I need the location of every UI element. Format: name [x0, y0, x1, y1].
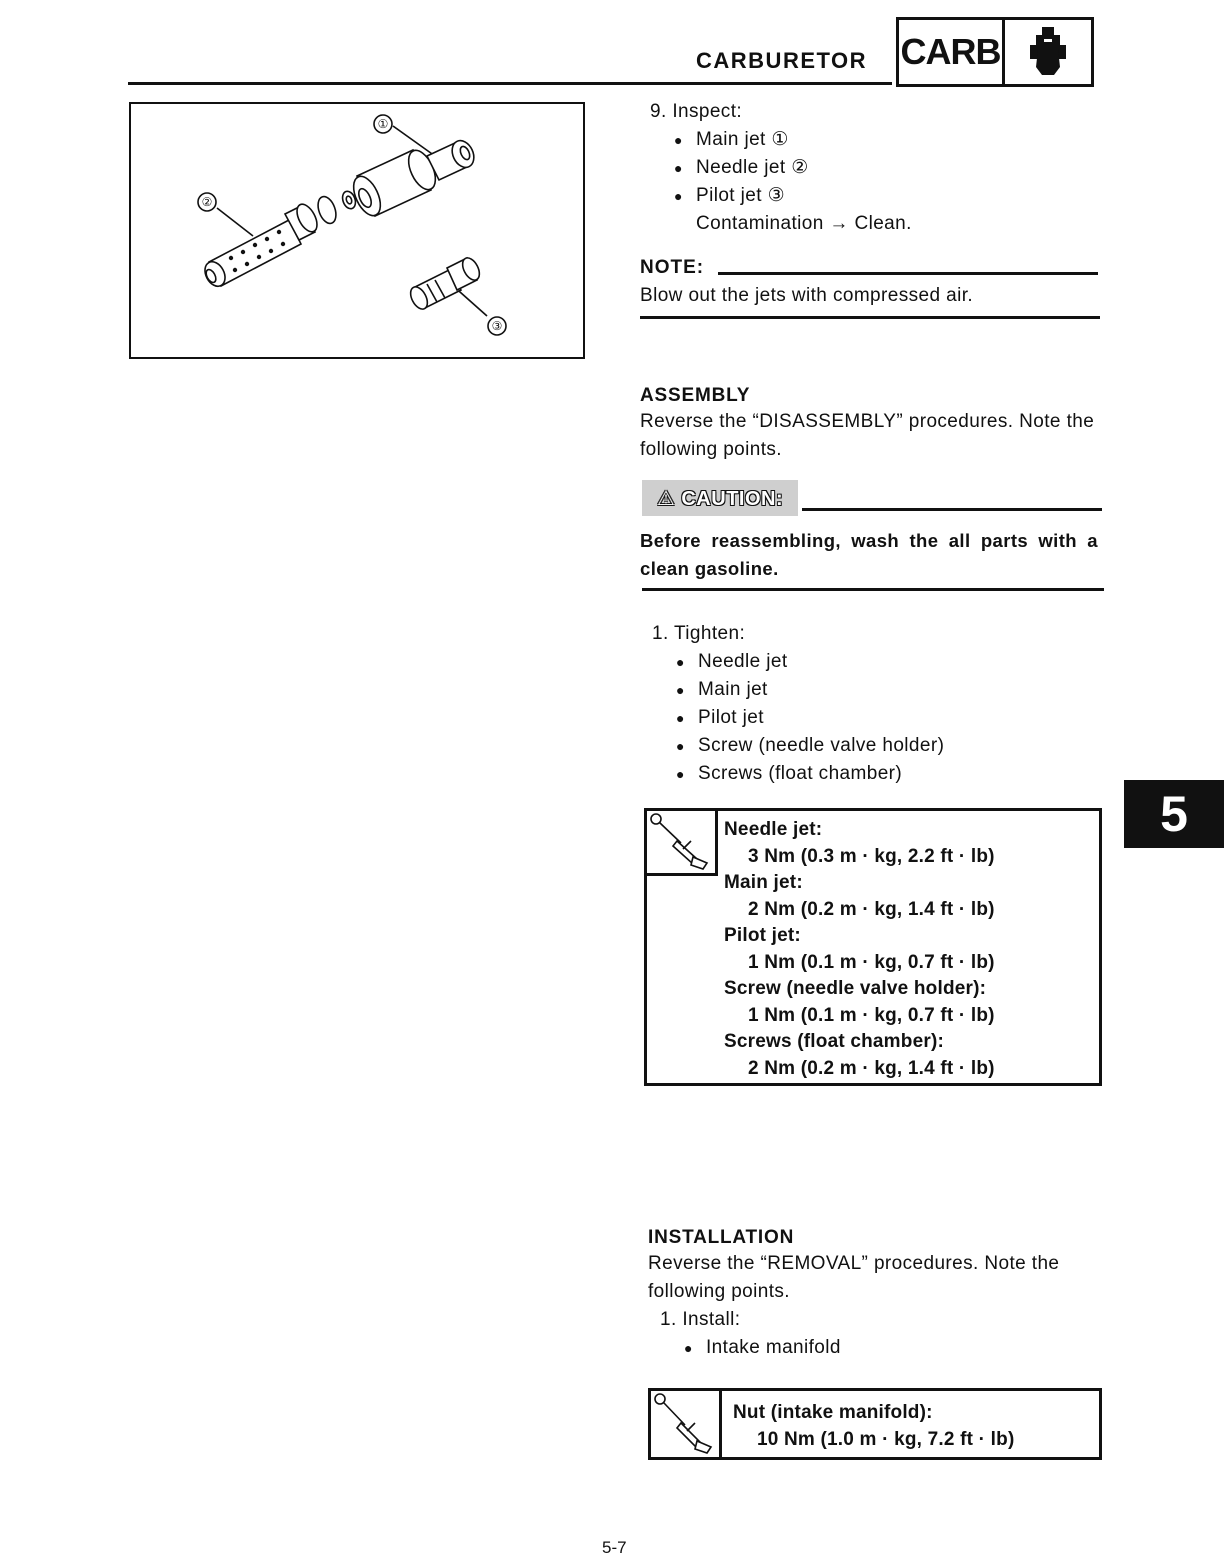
note-label: NOTE: [640, 257, 705, 278]
inspect-step: 9. Inspect: [650, 101, 743, 122]
note-text: Blow out the jets with compressed air. [640, 285, 974, 306]
torque-list [733, 1400, 1014, 1453]
tighten-section [640, 620, 1102, 788]
list-item: ● Screw (needle valve holder) [676, 732, 1102, 760]
list-item: ● Screws (float chamber) [676, 760, 1102, 788]
torque-name: Screw (needle valve holder): [724, 978, 987, 999]
torque-spec-box [644, 808, 1102, 1086]
torque-value: 2 Nm (0.2 m · kg, 1.4 ft · lb) [748, 898, 995, 920]
torque-value: 3 Nm (0.3 m · kg, 2.2 ft · lb) [748, 845, 995, 867]
torque-name: Needle jet: [724, 819, 823, 840]
jets-illustration [129, 102, 585, 359]
caution-label: ⚠ CAUTION: [642, 480, 798, 516]
installation-heading: INSTALLATION [648, 1227, 795, 1248]
torque-wrench-icon [648, 1388, 722, 1460]
inspect-result: Contamination → Clean. [696, 213, 912, 234]
callout-1: ① [377, 117, 389, 131]
section-badge [896, 17, 1094, 87]
inspect-section [640, 98, 1102, 238]
list-item: ● Main jet [676, 676, 1102, 704]
note-rule-bottom [640, 316, 1100, 319]
assembly-text: Reverse the “DISASSEMBLY” procedures. Note the following points. [640, 411, 1095, 460]
list-item: ● Pilot jet ③ [674, 182, 1102, 210]
list-item: ● Needle jet ② [674, 154, 1102, 182]
carburetor-icon [1005, 20, 1091, 84]
list-item: ● Needle jet [676, 648, 1102, 676]
list-item: ● Main jet ① [674, 126, 1102, 154]
installation-text: Reverse the “REMOVAL” procedures. Note the following points. [648, 1253, 1060, 1302]
torque-name: Screws (float chamber): [724, 1031, 944, 1052]
callout-3: ③ [491, 319, 503, 333]
header-rule [128, 82, 892, 85]
torque-name: Nut (intake manifold): [733, 1402, 933, 1423]
torque-list [724, 817, 995, 1082]
torque-wrench-icon [644, 808, 718, 876]
torque-name: Main jet: [724, 872, 803, 893]
tighten-step: 1. Tighten: [652, 623, 746, 644]
page-number: 5-7 [602, 1538, 627, 1557]
torque-name: Pilot jet: [724, 925, 801, 946]
torque-value: 1 Nm (0.1 m · kg, 0.7 ft · lb) [748, 1004, 995, 1026]
install-section [648, 1306, 1110, 1362]
install-torque-box [648, 1388, 1102, 1460]
torque-value: 2 Nm (0.2 m · kg, 1.4 ft · lb) [748, 1057, 995, 1079]
torque-value: 1 Nm (0.1 m · kg, 0.7 ft · lb) [748, 951, 995, 973]
list-item: ● Pilot jet [676, 704, 1102, 732]
chapter-tab: 5 [1124, 780, 1224, 848]
install-step: 1. Install: [660, 1309, 741, 1330]
note-label-row [640, 254, 1102, 282]
section-code: CARB [899, 20, 1005, 84]
torque-value: 10 Nm (1.0 m · kg, 7.2 ft · lb) [757, 1428, 1015, 1450]
note-rule-top [718, 272, 1098, 275]
caution-text: Before reassembling, wash the all parts with a clean gasoline. [640, 530, 1098, 579]
callout-2: ② [201, 195, 213, 209]
list-item: ● Intake manifold [684, 1334, 1110, 1362]
assembly-heading: ASSEMBLY [640, 385, 751, 406]
caution-rule-top [802, 508, 1102, 511]
caution-rule-bottom [642, 588, 1104, 591]
section-title: CARBURETOR [696, 48, 868, 73]
